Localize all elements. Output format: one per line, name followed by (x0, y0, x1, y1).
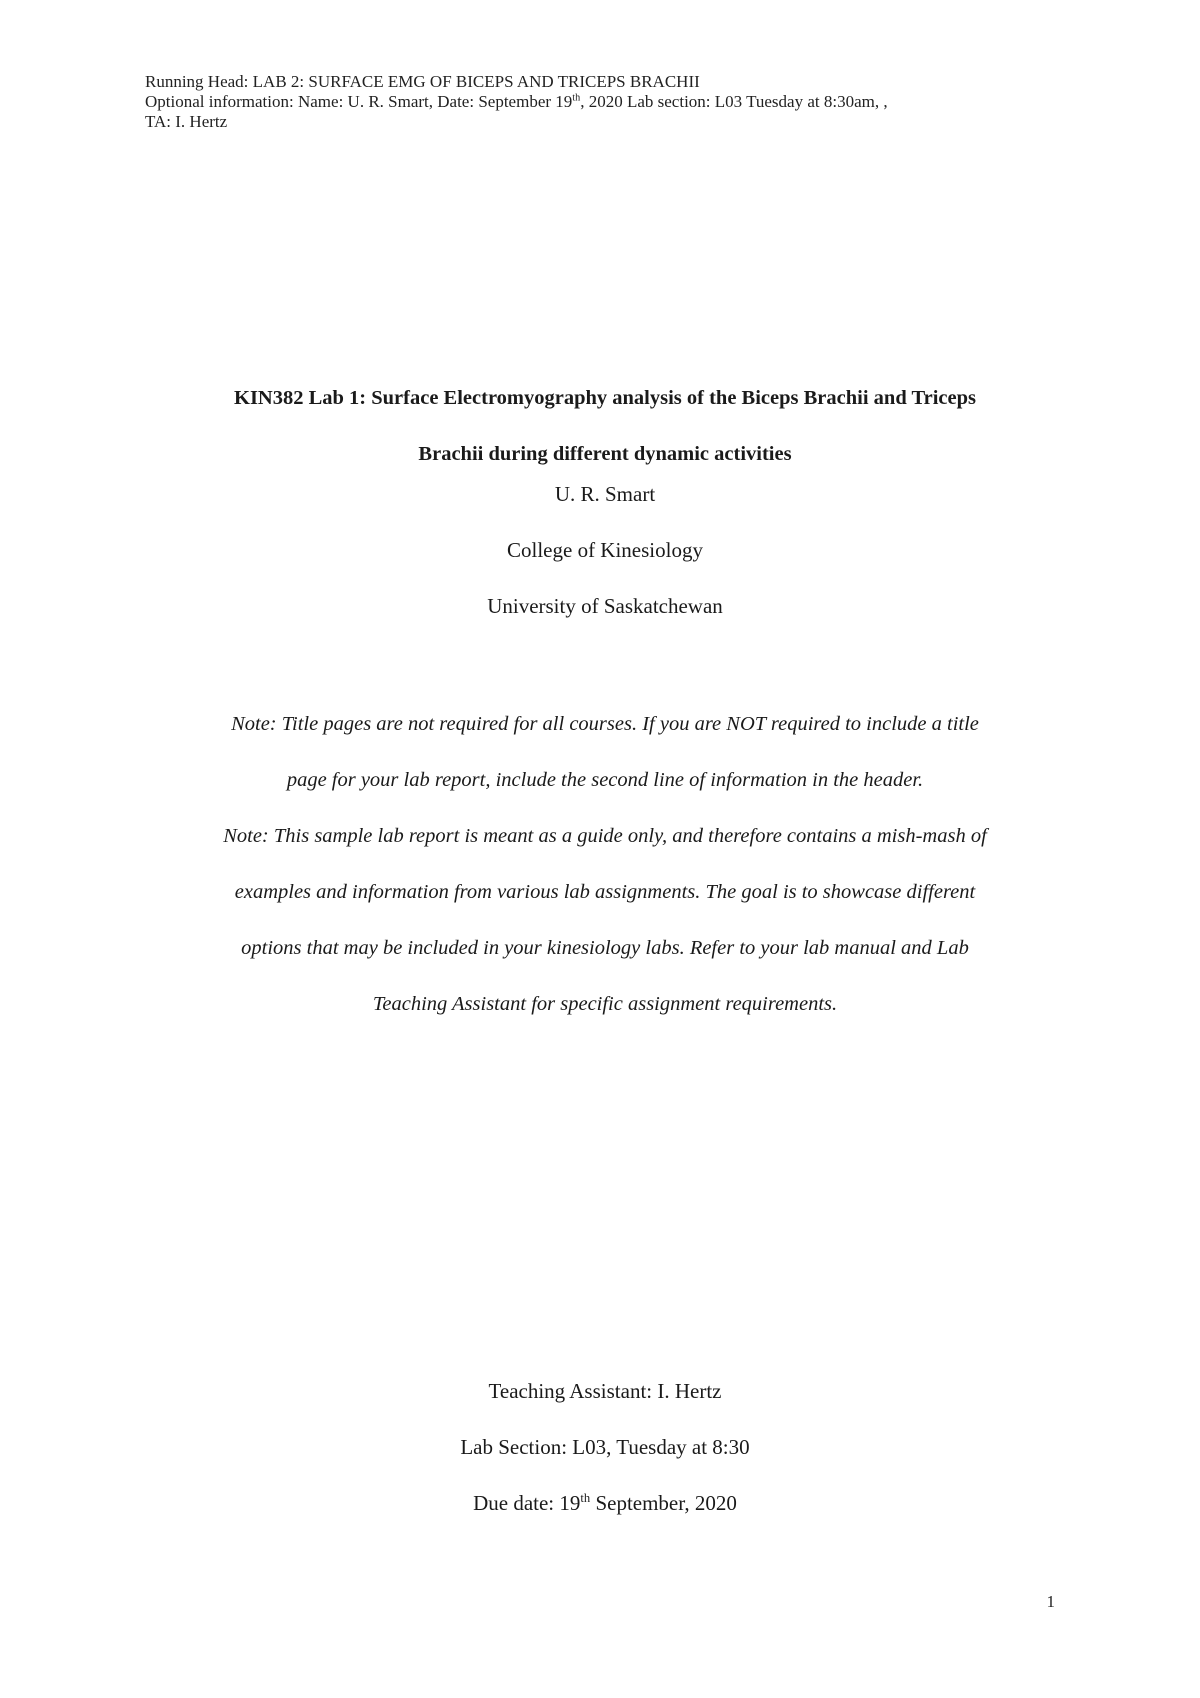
due-date (145, 1475, 1065, 1531)
teaching-assistant: Teaching Assistant: I. Hertz (488, 1379, 722, 1403)
page-number: 1 (1046, 1592, 1055, 1611)
note-title-pages (145, 696, 1065, 808)
optional-information-prefix: Optional information: Name: U. R. Smart, Date: September 19 (145, 92, 573, 111)
optional-information-superscript: th (572, 92, 581, 104)
note-line: Teaching Assistant for specific assignment requirements. (372, 993, 838, 1015)
optional-information (145, 92, 1085, 112)
note-line: Note: Title pages are not required for all courses. If you are NOT required to include a title (231, 713, 979, 735)
note-line: page for your lab report, include the second line of information in the header. (286, 769, 924, 791)
ta-line: TA: I. Hertz (145, 112, 228, 131)
title-line-1: KIN382 Lab 1: Surface Electromyography analysis of the Biceps Brachii and Triceps (234, 387, 976, 409)
due-date-prefix: Due date: 19 (473, 1491, 581, 1515)
title-line-2: Brachii during different dynamic activities (418, 443, 792, 465)
author-name: U. R. Smart (554, 482, 656, 506)
note-line: Note: This sample lab report is meant as a guide only, and therefore contains a mish-mash of (223, 825, 987, 847)
running-head: Running Head: LAB 2: SURFACE EMG OF BICEPS AND TRICEPS BRACHII (145, 72, 700, 91)
lab-section: Lab Section: L03, Tuesday at 8:30 (460, 1435, 750, 1459)
page-header (145, 72, 1085, 132)
due-date-suffix: September, 2020 (590, 1491, 737, 1515)
author-university: University of Saskatchewan (487, 594, 723, 618)
notes-block (145, 696, 1065, 1032)
note-line: examples and information from various lab assignments. The goal is to showcase different (234, 881, 976, 903)
note-sample-guide (145, 808, 1065, 1032)
author-college: College of Kinesiology (507, 538, 703, 562)
note-line: options that may be included in your kinesiology labs. Refer to your lab manual and Lab (241, 937, 969, 959)
optional-information-suffix: , 2020 Lab section: L03 Tuesday at 8:30am, , (580, 92, 888, 111)
submission-info (145, 1363, 1065, 1531)
due-date-superscript: th (580, 1491, 591, 1505)
author-block (145, 466, 1065, 634)
